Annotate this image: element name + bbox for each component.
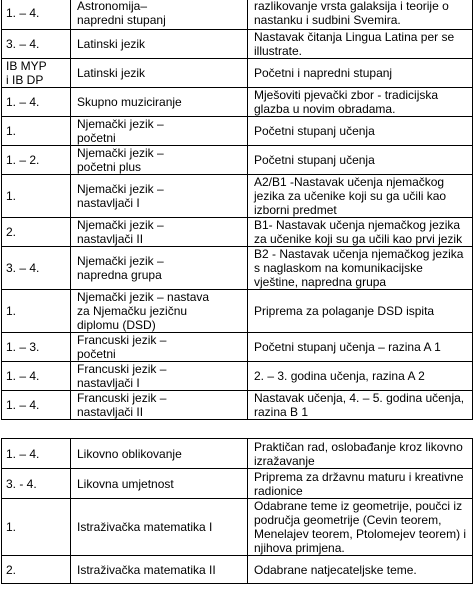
table-row [2,218,473,247]
course-name-cell: Njemački jezik – nastavljači I [71,175,248,218]
course-name-cell: Njemački jezik – nastava za Njemačku jezičnu diplomu (DSD) [71,290,248,333]
course-description-cell: Početni stupanj učenja [248,146,473,175]
table-row [2,247,473,290]
table-row [2,290,473,333]
table-row [2,469,473,499]
grade-cell: 1. [2,117,71,146]
course-name-cell: Njemački jezik – nastavljači II [71,218,248,247]
table-row [2,59,473,88]
grade-cell: 1. – 3. [2,333,71,362]
course-description-cell: B1- Nastavak učenja njemačkog jezika za učenike koji su ga učili kao prvi jezik [248,218,473,247]
grade-cell: 2. [2,218,71,247]
course-name-cell: Skupno muziciranje [71,88,248,117]
course-name-cell: Njemački jezik – napredna grupa [71,247,248,290]
table-row [2,0,473,30]
grade-cell: 1. – 4. [2,439,71,469]
course-name-cell: Njemački jezik – početni plus [71,146,248,175]
course-description-cell: Početni i napredni stupanj [248,59,473,88]
course-name-cell: Latinski jezik [71,59,248,88]
grade-cell: 1. [2,499,71,556]
grade-cell: 1. – 4. [2,0,71,30]
grade-cell: 1. – 4. [2,391,71,420]
course-description-cell: Nastavak učenja, 4. – 5. godina učenja, razina B 1 [248,391,473,420]
course-description-cell: Priprema za državnu maturu i kreativne radionice [248,469,473,499]
course-description-cell: Odabrane natjecateljske teme. [248,556,473,584]
grade-cell: 1. [2,290,71,333]
grade-cell: IB MYP i IB DP [2,59,71,88]
grade-cell: 3. - 4. [2,469,71,499]
table-row [2,333,473,362]
course-name-cell: Njemački jezik – početni [71,117,248,146]
course-name-cell: Astronomija– napredni stupanj [71,0,248,30]
course-description-cell: Početni stupanj učenja – razina A 1 [248,333,473,362]
grade-cell: 1. – 4. [2,362,71,391]
grade-cell: 2. [2,556,71,584]
grade-cell: 3. – 4. [2,247,71,290]
course-name-cell: Francuski jezik – početni [71,333,248,362]
table-row [2,499,473,556]
course-description-cell: Priprema za polaganje DSD ispita [248,290,473,333]
table-row [2,175,473,218]
course-description-cell: Praktičan rad, oslobađanje kroz likovno izražavanje [248,439,473,469]
table-row [2,146,473,175]
course-description-cell: Početni stupanj učenja [248,117,473,146]
table-row [2,439,473,469]
table-row [2,391,473,420]
course-description-cell: Odabrane teme iz geometrije, poučci iz područja geometrije (Cevin teorem, Menelajev teorem, Ptolomejev teorem) i njihova primjena. [248,499,473,556]
grade-cell: 3. – 4. [2,30,71,59]
course-name-cell: Likovna umjetnost [71,469,248,499]
course-name-cell: Latinski jezik [71,30,248,59]
course-description-cell: razlikovanje vrsta galaksija i teorije o nastanku i sudbini Svemira. [248,0,473,30]
grade-cell: 1. [2,175,71,218]
table-row [2,362,473,391]
grade-cell: 1. – 2. [2,146,71,175]
course-description-cell: A2/B1 -Nastavak učenja njemačkog jezika za učenike koji su ga učili kao izborni predmet [248,175,473,218]
course-name-cell: Likovno oblikovanje [71,439,248,469]
table-row [2,117,473,146]
elective-courses-table-1 [1,0,473,420]
course-description-cell: 2. – 3. godina učenja, razina A 2 [248,362,473,391]
course-name-cell: Istraživačka matematika II [71,556,248,584]
grade-cell: 1. – 4. [2,88,71,117]
table-row [2,88,473,117]
course-description-cell: Nastavak čitanja Lingua Latina per se illustrate. [248,30,473,59]
course-name-cell: Istraživačka matematika I [71,499,248,556]
course-name-cell: Francuski jezik – nastavljači I [71,362,248,391]
course-description-cell: Mješoviti pjevački zbor - tradicijska glazba u novim obradama. [248,88,473,117]
table-row [2,556,473,584]
elective-courses-table-2 [1,438,473,584]
table-row [2,30,473,59]
course-name-cell: Francuski jezik – nastavljači II [71,391,248,420]
course-description-cell: B2 - Nastavak učenja njemačkog jezika s naglaskom na komunikacijske vještine, napredna grupa [248,247,473,290]
